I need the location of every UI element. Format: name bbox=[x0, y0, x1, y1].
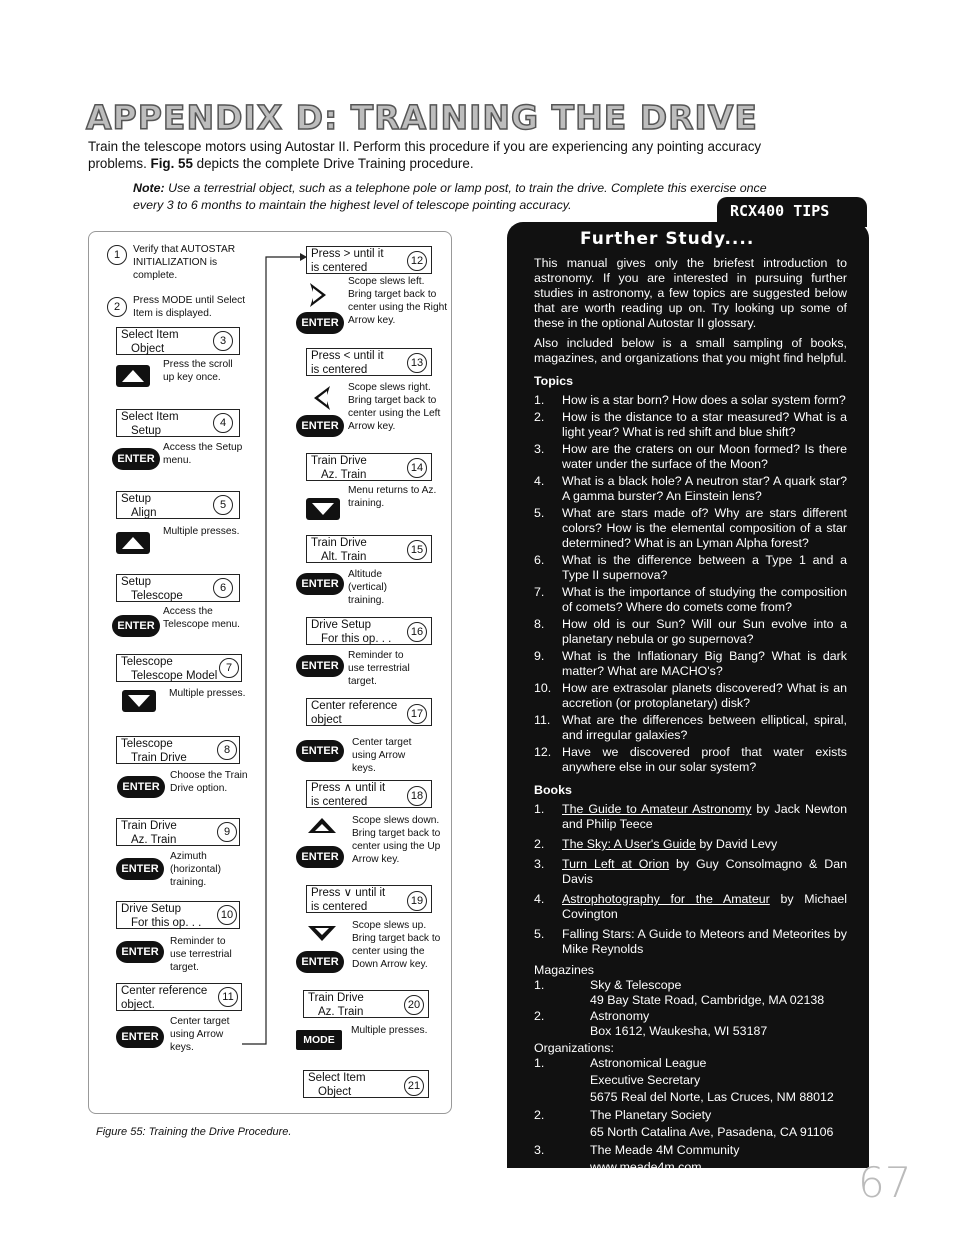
step-caption: Azimuth (horizontal) training. bbox=[170, 851, 221, 888]
step-caption: Center target using Arrow keys. bbox=[170, 1016, 230, 1053]
step-caption: Scope slews right. Bring target back to center using the Left Arrow key. bbox=[348, 382, 441, 432]
display-line-2: Setup bbox=[131, 424, 162, 437]
magazine-line: Sky & Telescope bbox=[590, 978, 682, 992]
enter-key[interactable]: ENTER bbox=[112, 448, 160, 470]
step-number: 19 bbox=[407, 891, 427, 911]
display-box bbox=[303, 1070, 429, 1098]
step-caption: Center target using Arrow keys. bbox=[352, 737, 412, 774]
display-line-1: Drive Setup bbox=[121, 903, 182, 915]
book-item bbox=[534, 927, 847, 957]
books-heading: Books bbox=[534, 783, 572, 797]
topics-list bbox=[534, 393, 847, 775]
intro-text: Train the telescope motors using Autostar II. Perform this procedure if you are experiencing any pointing accuracy problems. bbox=[88, 139, 762, 171]
display-line-1: Select Item bbox=[308, 1072, 366, 1084]
topic-item bbox=[534, 474, 847, 504]
display-line-2: Telescope Model bbox=[131, 669, 218, 682]
tips-heading: Further Study.... bbox=[580, 229, 755, 249]
org-item bbox=[534, 1108, 847, 1142]
display-box bbox=[116, 654, 242, 682]
book-item bbox=[534, 802, 847, 832]
figure-caption: Figure 55: Training the Drive Procedure. bbox=[96, 1126, 292, 1138]
tips-paragraph: This manual gives only the briefest introduction to astronomy. If you are interested in pursuing further studies in astronomy, a few topics are suggested below that are worth reading up on. Try looking up some of these in the optional Autostar II glossary. bbox=[534, 256, 847, 330]
topic-item bbox=[534, 745, 847, 775]
figure-reference: Fig. 55 bbox=[150, 156, 193, 171]
display-line-2: is centered bbox=[311, 795, 368, 808]
enter-key[interactable]: ENTER bbox=[296, 655, 344, 677]
display-line-2: Object bbox=[131, 342, 165, 355]
step-number: 11 bbox=[218, 987, 238, 1007]
topic-text: How are extrasolar planets discovered? What is an accretion (or protoplanetary) disk? bbox=[562, 681, 847, 710]
step-number: 10 bbox=[217, 905, 237, 925]
tips-tab-label: RCX400 TIPS bbox=[730, 202, 830, 220]
book-number: 4. bbox=[534, 892, 545, 906]
display-line-2: Az. Train bbox=[131, 833, 177, 846]
step-number: 17 bbox=[407, 704, 427, 724]
topic-text: Have we discovered proof that water exists anywhere else in our solar system? bbox=[562, 745, 847, 774]
step-number: 4 bbox=[213, 413, 233, 433]
step-number: 3 bbox=[213, 331, 233, 351]
display-line-2: Az. Train bbox=[318, 1005, 364, 1018]
book-title: Astrophotography for the Amateur bbox=[562, 892, 770, 906]
org-text bbox=[590, 1056, 847, 1107]
step-number: 16 bbox=[407, 622, 427, 642]
book-number: 3. bbox=[534, 857, 545, 871]
book-title: The Guide to Amateur Astronomy bbox=[562, 802, 752, 816]
topic-number: 4. bbox=[534, 474, 545, 488]
topic-item bbox=[534, 713, 847, 743]
enter-key[interactable]: ENTER bbox=[296, 740, 344, 762]
topic-item bbox=[534, 442, 847, 472]
display-line-2: Az. Train bbox=[321, 468, 367, 481]
magazine-item bbox=[534, 978, 847, 1008]
topic-number: 3. bbox=[534, 442, 545, 456]
display-box bbox=[306, 780, 432, 808]
display-box bbox=[116, 574, 240, 602]
display-line-1: Telescope bbox=[121, 656, 173, 668]
step-caption: Scope slews down. Bring target back to center using the Up Arrow key. bbox=[352, 815, 441, 865]
display-line-2: is centered bbox=[311, 900, 368, 913]
topic-text: What is a black hole? A neutron star? A quark star? A gamma burster? An Einstein lens? bbox=[562, 474, 847, 503]
display-line-1: Drive Setup bbox=[311, 619, 372, 631]
org-line: Executive Secretary bbox=[590, 1073, 701, 1087]
display-line-2: Object bbox=[318, 1085, 352, 1098]
topic-text: What is the Inflationary Big Bang? What is dark matter? What are MACHO's? bbox=[562, 649, 847, 678]
magazine-item bbox=[534, 1009, 847, 1039]
display-line-1: Press < until it bbox=[311, 350, 384, 362]
note-text: Use a terrestrial object, such as a telephone pole or lamp post, to train the drive. Complete this exercise once every 3 to 6 months to maintain the highest level of telescope pointing accuracy. bbox=[133, 181, 767, 212]
display-box bbox=[306, 453, 432, 481]
down-arrow-icon bbox=[306, 498, 340, 520]
note-label: Note: bbox=[133, 181, 165, 195]
display-box bbox=[116, 409, 240, 437]
enter-key[interactable]: ENTER bbox=[296, 573, 344, 595]
step-number: 5 bbox=[213, 495, 233, 515]
topic-number: 8. bbox=[534, 617, 545, 631]
topic-number: 9. bbox=[534, 649, 545, 663]
topics-heading: Topics bbox=[534, 374, 574, 388]
magazine-text bbox=[590, 978, 847, 1008]
org-line: 65 North Catalina Ave, Pasadena, CA 91106 bbox=[590, 1125, 834, 1139]
books-list bbox=[534, 802, 847, 957]
topic-item bbox=[534, 649, 847, 679]
display-line-1: Train Drive bbox=[311, 455, 367, 467]
topic-number: 2. bbox=[534, 410, 545, 424]
book-text bbox=[562, 927, 847, 957]
mode-key[interactable]: MODE bbox=[296, 1030, 342, 1050]
tips-paragraph: Also included below is a small sampling of books, magazines, and organizations that you might find helpful. bbox=[534, 336, 847, 365]
magazine-number: 2. bbox=[534, 1009, 545, 1023]
display-box bbox=[306, 885, 432, 913]
enter-key[interactable]: ENTER bbox=[112, 615, 160, 637]
step-caption: Press MODE until Select Item is displayed. bbox=[133, 295, 246, 319]
book-item bbox=[534, 837, 847, 852]
display-line-1: Setup bbox=[121, 493, 152, 505]
up-arrow-icon bbox=[116, 532, 150, 554]
topic-number: 1. bbox=[534, 393, 545, 407]
step-caption: Multiple presses. bbox=[351, 1025, 428, 1036]
magazine-number: 1. bbox=[534, 978, 545, 992]
topic-text: What is the importance of studying the composition of comets? Where do comets come from? bbox=[562, 585, 847, 614]
step-number: 18 bbox=[407, 786, 427, 806]
display-line-2: object. bbox=[121, 998, 155, 1011]
book-text bbox=[562, 857, 847, 887]
display-line-1: Train Drive bbox=[311, 537, 367, 549]
step-number: 8 bbox=[217, 740, 237, 760]
org-line: The Meade 4M Community bbox=[590, 1143, 740, 1157]
step-caption: Choose the Train Drive option. bbox=[170, 770, 248, 794]
scroll-up-key[interactable] bbox=[116, 365, 150, 387]
topic-text: How is a star born? How does a solar system form? bbox=[562, 393, 846, 407]
display-box bbox=[116, 327, 240, 355]
display-line-2: Alt. Train bbox=[321, 550, 367, 563]
display-line-1: Center reference bbox=[121, 985, 208, 997]
topic-item bbox=[534, 506, 847, 551]
book-title: The Sky: A User's Guide bbox=[562, 837, 696, 851]
step-caption: Press the scroll up key once. bbox=[163, 359, 233, 383]
org-item bbox=[534, 1056, 847, 1107]
display-line-2: For this op. . . bbox=[321, 632, 392, 645]
topic-item bbox=[534, 681, 847, 711]
display-line-2: is centered bbox=[311, 363, 368, 376]
book-number: 5. bbox=[534, 927, 545, 941]
display-box bbox=[303, 990, 429, 1018]
step-caption: Reminder to use terrestrial target. bbox=[170, 936, 232, 973]
org-line: 5675 Real del Norte, Las Cruces, NM 88012 bbox=[590, 1090, 834, 1104]
magazine-line: Astronomy bbox=[590, 1009, 650, 1023]
book-text bbox=[562, 892, 847, 922]
book-title: Turn Left at Orion bbox=[562, 857, 670, 871]
book-author: Falling Stars: A Guide to Meteors and Meteorites by Mike Reynolds bbox=[562, 927, 847, 956]
organizations-heading: Organizations: bbox=[534, 1041, 614, 1055]
topic-item bbox=[534, 617, 847, 647]
topic-number: 12. bbox=[534, 745, 552, 759]
enter-key[interactable]: ENTER bbox=[296, 415, 344, 437]
display-line-1: Center reference bbox=[311, 700, 398, 712]
magazine-line: Box 1612, Waukesha, WI 53187 bbox=[590, 1024, 768, 1038]
book-number: 1. bbox=[534, 802, 545, 816]
topic-item bbox=[534, 393, 847, 408]
step-number: 1 bbox=[107, 245, 127, 265]
down-arrow-icon bbox=[122, 690, 156, 712]
step-caption: Verify that AUTOSTAR INITIALIZATION is complete. bbox=[133, 244, 236, 281]
display-box bbox=[116, 736, 240, 764]
magazines-heading: Magazines bbox=[534, 963, 594, 977]
book-number: 2. bbox=[534, 837, 545, 851]
topic-number: 11. bbox=[534, 713, 551, 727]
magazine-text bbox=[590, 1009, 847, 1039]
page-number: 67 bbox=[858, 1158, 912, 1207]
org-line: www.meade4m.com bbox=[590, 1160, 702, 1174]
display-box bbox=[116, 491, 240, 519]
step-number: 9 bbox=[217, 822, 237, 842]
display-line-1: Train Drive bbox=[308, 992, 364, 1004]
topic-item bbox=[534, 410, 847, 440]
book-author: by David Levy bbox=[695, 837, 778, 851]
display-box bbox=[116, 983, 242, 1011]
topic-text: How is the distance to a star measured? What is a light year? What is red shift and blue shift? bbox=[562, 410, 847, 439]
enter-key[interactable]: ENTER bbox=[116, 1026, 164, 1048]
enter-key[interactable]: ENTER bbox=[117, 776, 165, 798]
display-line-1: Press > until it bbox=[311, 248, 384, 260]
topic-text: How old is our Sun? Will our Sun evolve into a planetary nebula or go supernova? bbox=[562, 617, 847, 646]
enter-key[interactable]: ENTER bbox=[296, 951, 344, 973]
display-box bbox=[116, 818, 240, 846]
org-number: 1. bbox=[534, 1056, 545, 1070]
enter-key[interactable]: ENTER bbox=[296, 846, 344, 868]
step-caption: Multiple presses. bbox=[163, 526, 240, 537]
org-text bbox=[590, 1108, 847, 1142]
book-text bbox=[562, 802, 847, 832]
display-line-2: Train Drive bbox=[131, 751, 187, 764]
step-number: 12 bbox=[407, 251, 427, 271]
left-arrow-key-icon[interactable] bbox=[310, 383, 334, 413]
step-number: 13 bbox=[407, 353, 427, 373]
step-number: 7 bbox=[219, 658, 239, 678]
org-item bbox=[534, 1143, 847, 1177]
step-caption: Access the Telescope menu. bbox=[163, 606, 241, 630]
display-line-1: Press ∨ until it bbox=[311, 887, 386, 899]
step-number: 14 bbox=[407, 458, 427, 478]
display-line-1: Select Item bbox=[121, 329, 179, 341]
display-box bbox=[306, 348, 432, 376]
magazines-list bbox=[534, 978, 847, 1039]
step-number: 15 bbox=[407, 540, 427, 560]
topic-number: 10. bbox=[534, 681, 552, 695]
topic-number: 6. bbox=[534, 553, 545, 567]
enter-key[interactable]: ENTER bbox=[116, 858, 164, 880]
display-box bbox=[306, 246, 432, 274]
step-number: 21 bbox=[404, 1076, 424, 1096]
org-text bbox=[590, 1143, 847, 1177]
step-number: 6 bbox=[213, 578, 233, 598]
step-number: 20 bbox=[404, 995, 424, 1015]
magazine-line: 49 Bay State Road, Cambridge, MA 02138 bbox=[590, 993, 825, 1007]
step-caption: Scope slews left. Bring target back to center using the Right Arrow key. bbox=[348, 276, 448, 326]
scroll-up-key[interactable] bbox=[116, 532, 150, 554]
org-line: Astronomical League bbox=[590, 1056, 707, 1070]
up-arrow-key-icon[interactable] bbox=[305, 816, 339, 838]
topic-number: 5. bbox=[534, 506, 545, 520]
book-author: by Jack Newton and Philip Teece bbox=[562, 802, 847, 831]
book-author: by Guy Consolmagno & Dan Davis bbox=[562, 857, 847, 886]
topic-text: How are the craters on our Moon formed? Is there water under the surface of the Moon? bbox=[562, 442, 847, 471]
book-author: by Michael Covington bbox=[562, 892, 848, 921]
display-line-1: Train Drive bbox=[121, 820, 177, 832]
topic-item bbox=[534, 553, 847, 583]
step-caption: Scope slews up. Bring target back to center using the Down Arrow key. bbox=[352, 920, 441, 970]
topic-text: What are stars made of? Why are stars different colors? How is the elemental composition of a star determined? What is an Lyman Alpha forest? bbox=[562, 506, 847, 550]
display-box bbox=[306, 535, 432, 563]
scroll-down-key[interactable] bbox=[306, 498, 340, 520]
page-title: APPENDIX D: TRAINING THE DRIVE bbox=[86, 98, 758, 137]
topic-number: 7. bbox=[534, 585, 545, 599]
org-number: 3. bbox=[534, 1143, 545, 1157]
book-item bbox=[534, 892, 847, 922]
topic-text: What are the differences between elliptical, spiral, and irregular galaxies? bbox=[562, 713, 847, 742]
enter-key[interactable]: ENTER bbox=[116, 941, 164, 963]
display-box bbox=[116, 901, 240, 929]
organizations-list bbox=[534, 1056, 847, 1177]
display-line-2: is centered bbox=[311, 261, 368, 274]
enter-key[interactable]: ENTER bbox=[296, 312, 344, 334]
display-line-1: Press ∧ until it bbox=[311, 782, 386, 794]
book-text bbox=[562, 837, 847, 852]
book-item bbox=[534, 857, 847, 887]
scroll-down-key[interactable] bbox=[122, 690, 156, 712]
right-arrow-key-icon[interactable] bbox=[306, 280, 330, 310]
display-line-2: object bbox=[311, 713, 342, 726]
topic-text: What is the difference between a Type 1 and a Type II supernova? bbox=[562, 553, 847, 582]
up-arrow-icon bbox=[116, 365, 150, 387]
step-caption: Menu returns to Az. training. bbox=[348, 485, 437, 509]
step-caption: Multiple presses. bbox=[169, 688, 246, 699]
step-caption: Access the Setup menu. bbox=[163, 442, 243, 466]
display-box bbox=[306, 698, 432, 726]
org-line: The Planetary Society bbox=[590, 1108, 712, 1122]
step-number: 2 bbox=[107, 297, 127, 317]
step-caption: Altitude (vertical) training. bbox=[348, 569, 388, 606]
topic-item bbox=[534, 585, 847, 615]
display-line-1: Select Item bbox=[121, 411, 179, 423]
display-box bbox=[306, 617, 432, 645]
tips-body bbox=[534, 256, 847, 1178]
intro-text-end: depicts the complete Drive Training procedure. bbox=[192, 156, 474, 171]
org-number: 2. bbox=[534, 1108, 545, 1122]
display-line-1: Telescope bbox=[121, 738, 173, 750]
display-line-2: For this op. . . bbox=[131, 916, 202, 929]
display-line-2: Telescope bbox=[131, 589, 183, 602]
display-line-2: Align bbox=[131, 506, 157, 519]
step-caption: Reminder to use terrestrial target. bbox=[348, 650, 410, 687]
down-arrow-key-icon[interactable] bbox=[305, 922, 339, 944]
display-line-1: Setup bbox=[121, 576, 152, 588]
